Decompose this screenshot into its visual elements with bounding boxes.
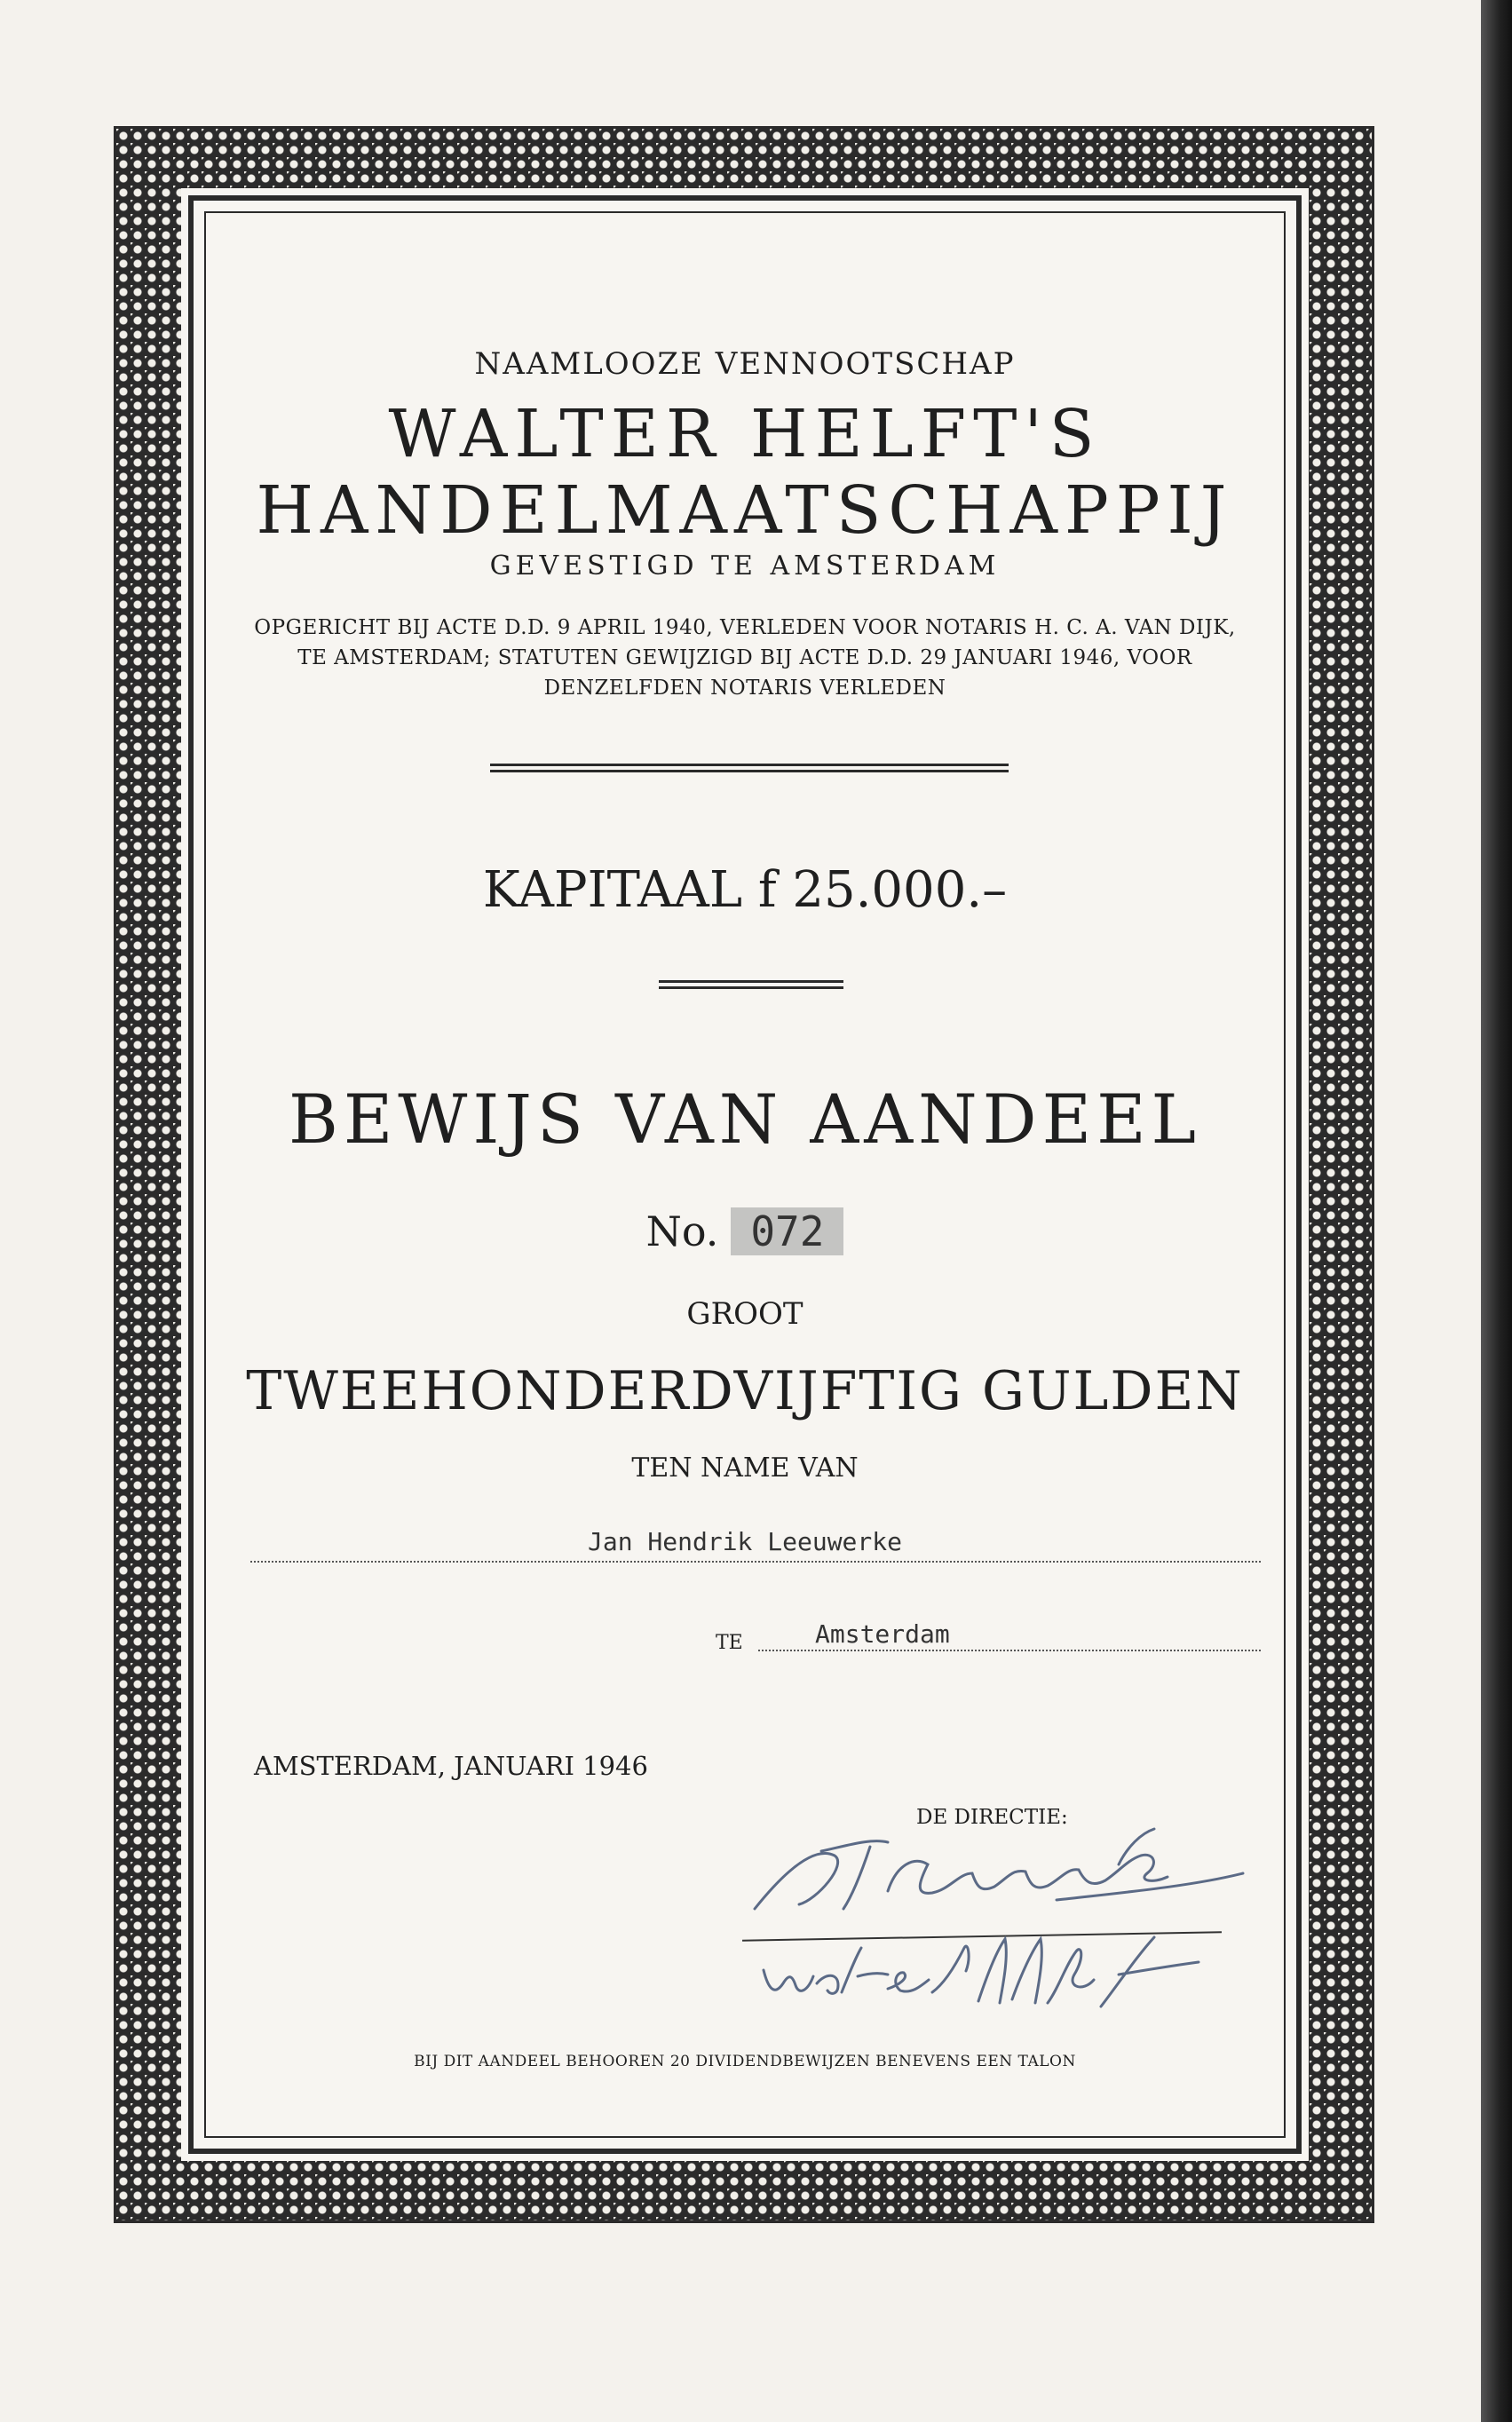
scan-background-edge: [1481, 0, 1512, 2422]
holder-name: Jan Hendrik Leeuwerke: [587, 1527, 902, 1556]
footer-note: BIJ DIT AANDEEL BEHOOREN 20 DIVIDENDBEWIJZEN BENEVENS EEN TALON: [414, 2053, 1076, 2070]
company-seat: GEVESTIGD TE AMSTERDAM: [489, 550, 1001, 582]
double-rule-divider: [490, 764, 1009, 772]
ten-name-van-label: TEN NAME VAN: [631, 1452, 859, 1484]
directie-label: DE DIRECTIE:: [916, 1806, 1068, 1829]
issue-date: AMSTERDAM, JANUARI 1946: [254, 1751, 648, 1781]
groot-label: GROOT: [686, 1296, 803, 1332]
te-label: TE: [716, 1632, 743, 1654]
signature-1: [737, 1811, 1252, 1927]
place-dotted-line: [758, 1650, 1261, 1651]
share-value: TWEEHONDERDVIJFTIG GULDEN: [246, 1360, 1244, 1422]
certificate-content: [213, 222, 1277, 2131]
capital-amount: KAPITAAL f 25.000.–: [482, 861, 1008, 919]
share-number: 072: [731, 1207, 843, 1255]
certificate-title: BEWIJS VAN AANDEEL: [288, 1080, 1202, 1159]
holder-dotted-line: [250, 1561, 1261, 1563]
company-name-line-2: HANDELMAATSCHAPPIJ: [256, 472, 1234, 549]
double-rule-divider-short: [659, 980, 843, 989]
founding-statement: OPGERICHT BIJ ACTE D.D. 9 APRIL 1940, VERLEDEN VOOR NOTARIS H. C. A. VAN DIJK, TE AMSTERDAM; STATUTEN GEWIJZIGD BIJ ACTE D.D. 29 JANUARI 1946, VOOR DENZELFDEN NOTARIS VERLEDEN: [254, 616, 1236, 700]
number-label: No.: [645, 1207, 719, 1255]
holder-place: Amsterdam: [815, 1619, 950, 1649]
company-type: NAAMLOOZE VENNOOTSCHAP: [474, 346, 1016, 382]
company-name-line-1: WALTER HELFT'S: [388, 396, 1102, 472]
signature-2: [746, 1921, 1225, 2028]
share-number-row: [213, 1207, 1277, 1255]
